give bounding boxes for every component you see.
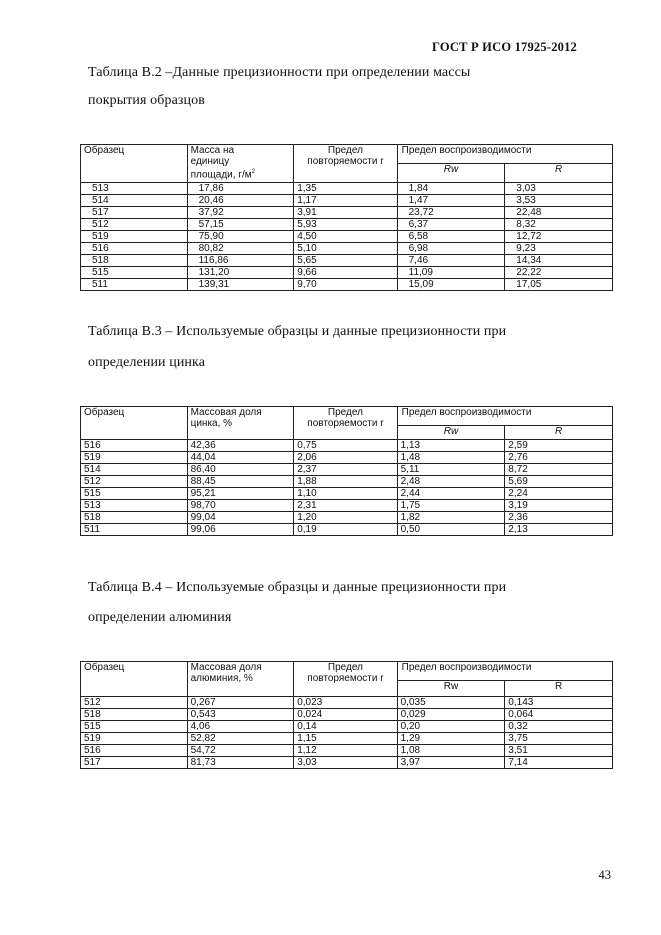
header-mass-line2: единицу <box>190 156 230 167</box>
header-repeat-line2: повторяемости r <box>307 418 384 429</box>
cell-r: 5,69 <box>505 476 613 488</box>
cell-rw: 7,46 <box>397 255 505 267</box>
table-row <box>81 195 613 207</box>
cell-repeatability: 1,10 <box>294 488 397 500</box>
header-mass-line2: цинка, % <box>190 418 233 429</box>
cell-rw: 1,08 <box>397 745 505 757</box>
header-mass-line1: Массовая доля <box>190 407 262 418</box>
cell-sample: 517 <box>81 207 188 219</box>
header-reproducibility: Предел воспроизводимости <box>397 662 612 681</box>
cell-repeatability: 1,12 <box>294 745 397 757</box>
table-row <box>81 488 613 500</box>
cell-sample: 518 <box>81 512 188 524</box>
table-row <box>81 697 613 709</box>
cell-r: 8,32 <box>505 219 613 231</box>
cell-mass: 88,45 <box>187 476 294 488</box>
cell-repeatability: 5,10 <box>294 243 397 255</box>
header-r: R <box>505 164 613 183</box>
cell-r: 3,53 <box>505 195 613 207</box>
cell-repeatability: 2,31 <box>294 500 397 512</box>
table-b4 <box>80 661 613 769</box>
cell-repeatability: 0,14 <box>294 721 397 733</box>
cell-r: 22,22 <box>505 267 613 279</box>
cell-mass: 81,73 <box>187 757 294 769</box>
table-row <box>81 183 613 195</box>
cell-rw: 0,029 <box>397 709 505 721</box>
cell-r: 22,48 <box>505 207 613 219</box>
cell-r: 8,72 <box>505 464 613 476</box>
table-row <box>81 207 613 219</box>
cell-r: 3,19 <box>505 500 613 512</box>
cell-sample: 512 <box>81 697 188 709</box>
cell-r: 2,24 <box>505 488 613 500</box>
table-b3 <box>80 406 613 536</box>
cell-repeatability: 1,88 <box>294 476 397 488</box>
cell-mass: 80,82 <box>187 243 294 255</box>
cell-sample: 514 <box>81 195 188 207</box>
table-row <box>81 452 613 464</box>
header-sample: Образец <box>81 407 188 440</box>
cell-mass: 131,20 <box>187 267 294 279</box>
table-row <box>81 267 613 279</box>
cell-sample: 512 <box>81 476 188 488</box>
header-reproducibility: Предел воспроизводимости <box>397 407 612 426</box>
cell-r: 3,03 <box>505 183 613 195</box>
cell-mass: 99,04 <box>187 512 294 524</box>
cell-r: 7,14 <box>505 757 613 769</box>
cell-rw: 1,75 <box>397 500 505 512</box>
cell-r: 14,34 <box>505 255 613 267</box>
cell-rw: 23,72 <box>397 207 505 219</box>
cell-rw: 6,37 <box>397 219 505 231</box>
cell-repeatability: 5,93 <box>294 219 397 231</box>
cell-mass: 44,04 <box>187 452 294 464</box>
cell-rw: 0,50 <box>397 524 505 536</box>
table-row <box>81 219 613 231</box>
page-number: 43 <box>598 868 611 882</box>
header-sample: Образец <box>81 145 188 183</box>
table-row <box>81 476 613 488</box>
header-rw: Rw <box>397 681 505 697</box>
header-repeat-line2: повторяемости r <box>307 156 384 167</box>
cell-repeatability: 1,20 <box>294 512 397 524</box>
cell-repeatability: 1,15 <box>294 733 397 745</box>
cell-rw: 1,48 <box>397 452 505 464</box>
cell-rw: 2,48 <box>397 476 505 488</box>
table-b3-caption-line2: определении цинка <box>88 355 206 370</box>
cell-r: 12,72 <box>505 231 613 243</box>
cell-mass: 4,06 <box>187 721 294 733</box>
cell-r: 3,75 <box>505 733 613 745</box>
cell-sample: 516 <box>81 745 188 757</box>
cell-rw: 1,82 <box>397 512 505 524</box>
table-row <box>81 231 613 243</box>
table-row <box>81 721 613 733</box>
cell-r: 0,143 <box>505 697 613 709</box>
cell-mass: 52,82 <box>187 733 294 745</box>
cell-r: 9,23 <box>505 243 613 255</box>
cell-repeatability: 0,023 <box>294 697 397 709</box>
cell-rw: 1,84 <box>397 183 505 195</box>
cell-repeatability: 4,50 <box>294 231 397 243</box>
cell-rw: 2,44 <box>397 488 505 500</box>
cell-sample: 517 <box>81 757 188 769</box>
cell-r: 2,36 <box>505 512 613 524</box>
cell-mass: 95,21 <box>187 488 294 500</box>
cell-rw: 0,20 <box>397 721 505 733</box>
cell-repeatability: 1,35 <box>294 183 397 195</box>
cell-sample: 518 <box>81 709 188 721</box>
cell-mass: 20,46 <box>187 195 294 207</box>
cell-mass: 0,543 <box>187 709 294 721</box>
header-mass-line1: Масса на <box>190 145 235 156</box>
cell-r: 2,76 <box>505 452 613 464</box>
cell-sample: 519 <box>81 733 188 745</box>
header-rw: Rw <box>397 164 505 183</box>
cell-r: 3,51 <box>505 745 613 757</box>
cell-mass: 37,92 <box>187 207 294 219</box>
table-b2 <box>80 144 613 291</box>
table-b2-caption-line1: Таблица В.2 –Данные прецизионности при определении массы <box>88 65 471 80</box>
header-mass-line2: алюминия, % <box>190 673 253 684</box>
cell-rw: 15,09 <box>397 279 505 291</box>
cell-rw: 6,58 <box>397 231 505 243</box>
header-mass <box>187 662 294 697</box>
header-mass <box>187 407 294 440</box>
cell-rw: 1,29 <box>397 733 505 745</box>
table-row <box>81 500 613 512</box>
cell-rw: 5,11 <box>397 464 505 476</box>
cell-repeatability: 5,65 <box>294 255 397 267</box>
cell-sample: 514 <box>81 464 188 476</box>
cell-repeatability: 0,024 <box>294 709 397 721</box>
cell-repeatability: 2,37 <box>294 464 397 476</box>
cell-r: 0,32 <box>505 721 613 733</box>
table-row <box>81 757 613 769</box>
cell-mass: 42,36 <box>187 440 294 452</box>
table-row <box>81 279 613 291</box>
cell-mass: 139,31 <box>187 279 294 291</box>
header-mass-line3: площади, г/м <box>190 169 252 181</box>
cell-repeatability: 0,19 <box>294 524 397 536</box>
cell-sample: 516 <box>81 243 188 255</box>
table-b3-caption-line1: Таблица В.3 – Используемые образцы и данные прецизионности при <box>88 324 507 339</box>
cell-r: 2,13 <box>505 524 613 536</box>
cell-sample: 513 <box>81 500 188 512</box>
header-r: R <box>505 426 613 440</box>
table-row <box>81 745 613 757</box>
cell-mass: 57,15 <box>187 219 294 231</box>
header-mass <box>187 145 294 183</box>
cell-repeatability: 1,17 <box>294 195 397 207</box>
cell-repeatability: 2,06 <box>294 452 397 464</box>
cell-sample: 519 <box>81 452 188 464</box>
table-row <box>81 733 613 745</box>
cell-mass: 54,72 <box>187 745 294 757</box>
header-repeat-line1: Предел <box>327 407 363 418</box>
header-mass-sup: 2 <box>251 169 255 175</box>
cell-sample: 518 <box>81 255 188 267</box>
cell-sample: 513 <box>81 183 188 195</box>
cell-sample: 515 <box>81 488 188 500</box>
cell-mass: 116,86 <box>187 255 294 267</box>
cell-sample: 511 <box>81 524 188 536</box>
header-mass-line1: Массовая доля <box>190 662 262 673</box>
cell-repeatability: 9,70 <box>294 279 397 291</box>
table-row <box>81 243 613 255</box>
cell-rw: 1,13 <box>397 440 505 452</box>
cell-sample: 515 <box>81 267 188 279</box>
header-repeatability <box>294 145 397 183</box>
cell-mass: 17,86 <box>187 183 294 195</box>
header-repeat-line1: Предел <box>327 145 363 156</box>
cell-rw: 3,97 <box>397 757 505 769</box>
cell-mass: 98,70 <box>187 500 294 512</box>
header-repeatability <box>294 407 397 440</box>
cell-r: 0,064 <box>505 709 613 721</box>
cell-repeatability: 0,75 <box>294 440 397 452</box>
cell-repeatability: 3,03 <box>294 757 397 769</box>
header-rw: Rw <box>397 426 505 440</box>
cell-rw: 11,09 <box>397 267 505 279</box>
header-repeat-line1: Предел <box>327 662 363 673</box>
cell-sample: 516 <box>81 440 188 452</box>
table-row <box>81 255 613 267</box>
header-repeatability <box>294 662 397 697</box>
table-b2-caption-line2: покрытия образцов <box>88 93 205 108</box>
cell-mass: 86,40 <box>187 464 294 476</box>
cell-repeatability: 3,91 <box>294 207 397 219</box>
cell-repeatability: 9,66 <box>294 267 397 279</box>
table-row <box>81 709 613 721</box>
table-row <box>81 524 613 536</box>
cell-mass: 75,90 <box>187 231 294 243</box>
cell-rw: 0,035 <box>397 697 505 709</box>
cell-sample: 519 <box>81 231 188 243</box>
cell-rw: 6,98 <box>397 243 505 255</box>
header-r: R <box>505 681 613 697</box>
standard-header: ГОСТ Р ИСО 17925-2012 <box>432 40 577 54</box>
cell-rw: 1,47 <box>397 195 505 207</box>
table-b4-caption-line1: Таблица В.4 – Используемые образцы и данные прецизионности при <box>88 580 507 595</box>
table-row <box>81 440 613 452</box>
cell-r: 17,05 <box>505 279 613 291</box>
header-sample: Образец <box>81 662 188 697</box>
table-row <box>81 512 613 524</box>
header-repeat-line2: повторяемости r <box>307 673 384 684</box>
table-row <box>81 464 613 476</box>
cell-r: 2,59 <box>505 440 613 452</box>
cell-mass: 0,267 <box>187 697 294 709</box>
table-b4-caption-line2: определении алюминия <box>88 610 232 625</box>
cell-sample: 515 <box>81 721 188 733</box>
cell-mass: 99,06 <box>187 524 294 536</box>
header-reproducibility: Предел воспроизводимости <box>397 145 612 164</box>
cell-sample: 511 <box>81 279 188 291</box>
cell-sample: 512 <box>81 219 188 231</box>
